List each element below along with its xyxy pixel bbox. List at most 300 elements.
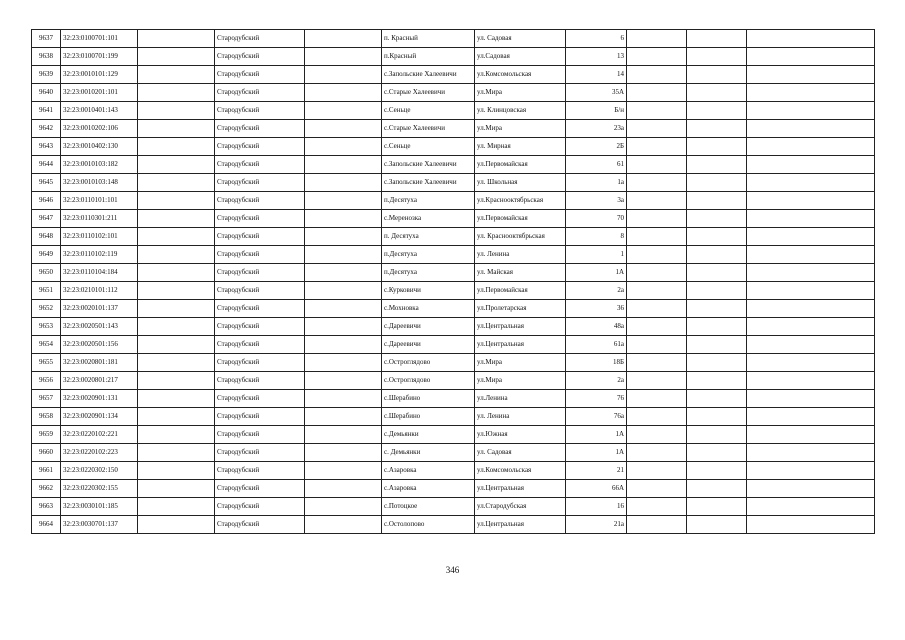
empty-cell [627, 102, 687, 120]
empty-cell [138, 174, 215, 192]
empty-cell [687, 462, 747, 480]
row-index-cell: 9658 [32, 408, 61, 426]
empty-cell [138, 408, 215, 426]
empty-cell [138, 246, 215, 264]
empty-cell [687, 444, 747, 462]
house-number-cell: 76 [566, 390, 627, 408]
cadastral-number-cell: 32:23:0010101:129 [61, 66, 138, 84]
street-cell: ул.Мира [475, 372, 566, 390]
empty-cell [138, 120, 215, 138]
empty-cell [138, 480, 215, 498]
district-cell: Стародубский [215, 426, 305, 444]
settlement-cell: п. Десятуха [382, 228, 475, 246]
empty-cell [138, 84, 215, 102]
cadastral-number-cell: 32:23:0010402:130 [61, 138, 138, 156]
table-row [32, 390, 875, 408]
street-cell: ул.Мира [475, 84, 566, 102]
row-index-cell: 9653 [32, 318, 61, 336]
street-cell: ул.Центральная [475, 480, 566, 498]
empty-cell [747, 120, 875, 138]
settlement-cell: с.Азаровка [382, 462, 475, 480]
street-cell: ул. Красноoктябрьская [475, 228, 566, 246]
table-row [32, 102, 875, 120]
cadastral-number-cell: 32:23:0100701:101 [61, 30, 138, 48]
cadastral-number-cell: 32:23:0020801:217 [61, 372, 138, 390]
cadastral-number-cell: 32:23:0220102:223 [61, 444, 138, 462]
district-cell: Стародубский [215, 66, 305, 84]
empty-cell [305, 444, 382, 462]
empty-cell [687, 30, 747, 48]
empty-cell [305, 174, 382, 192]
empty-cell [747, 138, 875, 156]
table-row [32, 84, 875, 102]
house-number-cell: 6 [566, 30, 627, 48]
cadastral-number-cell: 32:23:0220302:150 [61, 462, 138, 480]
settlement-cell: с.Сеньце [382, 102, 475, 120]
empty-cell [687, 192, 747, 210]
street-cell: ул.Первомайская [475, 282, 566, 300]
district-cell: Стародубский [215, 120, 305, 138]
empty-cell [138, 228, 215, 246]
house-number-cell: 36 [566, 300, 627, 318]
house-number-cell: 18Б [566, 354, 627, 372]
empty-cell [627, 444, 687, 462]
house-number-cell: 13 [566, 48, 627, 66]
settlement-cell: п. Красный [382, 30, 475, 48]
district-cell: Стародубский [215, 336, 305, 354]
settlement-cell: с.Дареевичи [382, 318, 475, 336]
registry-table [31, 29, 875, 534]
empty-cell [687, 102, 747, 120]
empty-cell [747, 354, 875, 372]
row-index-cell: 9642 [32, 120, 61, 138]
empty-cell [627, 192, 687, 210]
empty-cell [627, 498, 687, 516]
empty-cell [305, 372, 382, 390]
house-number-cell: 1А [566, 264, 627, 282]
cadastral-number-cell: 32:23:0030101:185 [61, 498, 138, 516]
district-cell: Стародубский [215, 156, 305, 174]
empty-cell [747, 210, 875, 228]
empty-cell [305, 48, 382, 66]
district-cell: Стародубский [215, 138, 305, 156]
empty-cell [687, 228, 747, 246]
empty-cell [627, 210, 687, 228]
empty-cell [687, 174, 747, 192]
house-number-cell: 1 [566, 246, 627, 264]
table-row [32, 462, 875, 480]
cadastral-number-cell: 32:23:0110101:101 [61, 192, 138, 210]
house-number-cell: 2а [566, 282, 627, 300]
district-cell: Стародубский [215, 390, 305, 408]
house-number-cell: 1А [566, 426, 627, 444]
empty-cell [687, 426, 747, 444]
street-cell: ул.Садовая [475, 48, 566, 66]
settlement-cell: п.Десятуха [382, 246, 475, 264]
empty-cell [687, 48, 747, 66]
empty-cell [747, 102, 875, 120]
row-index-cell: 9639 [32, 66, 61, 84]
empty-cell [627, 336, 687, 354]
cadastral-number-cell: 32:23:0010201:101 [61, 84, 138, 102]
empty-cell [305, 66, 382, 84]
settlement-cell: с.Запольские Халеевичи [382, 174, 475, 192]
empty-cell [687, 516, 747, 534]
table-row [32, 516, 875, 534]
street-cell: ул.Пролетарская [475, 300, 566, 318]
empty-cell [687, 408, 747, 426]
table-row [32, 120, 875, 138]
empty-cell [305, 318, 382, 336]
empty-cell [305, 120, 382, 138]
row-index-cell: 9663 [32, 498, 61, 516]
empty-cell [747, 228, 875, 246]
row-index-cell: 9647 [32, 210, 61, 228]
cadastral-number-cell: 32:23:0010103:182 [61, 156, 138, 174]
house-number-cell: 1а [566, 174, 627, 192]
empty-cell [305, 192, 382, 210]
row-index-cell: 9643 [32, 138, 61, 156]
street-cell: ул.Южная [475, 426, 566, 444]
empty-cell [747, 300, 875, 318]
district-cell: Стародубский [215, 462, 305, 480]
street-cell: ул.Центральная [475, 516, 566, 534]
district-cell: Стародубский [215, 228, 305, 246]
empty-cell [627, 462, 687, 480]
cadastral-number-cell: 32:23:0010103:148 [61, 174, 138, 192]
settlement-cell: с.Мохновка [382, 300, 475, 318]
cadastral-number-cell: 32:23:0110102:101 [61, 228, 138, 246]
empty-cell [138, 336, 215, 354]
empty-cell [627, 138, 687, 156]
empty-cell [747, 48, 875, 66]
empty-cell [687, 390, 747, 408]
empty-cell [138, 156, 215, 174]
row-index-cell: 9646 [32, 192, 61, 210]
cadastral-number-cell: 32:23:0010202:106 [61, 120, 138, 138]
empty-cell [138, 354, 215, 372]
empty-cell [627, 300, 687, 318]
table-row [32, 156, 875, 174]
empty-cell [305, 336, 382, 354]
table-row [32, 228, 875, 246]
empty-cell [687, 354, 747, 372]
street-cell: ул. Садовая [475, 444, 566, 462]
empty-cell [305, 390, 382, 408]
empty-cell [305, 84, 382, 102]
empty-cell [627, 480, 687, 498]
street-cell: ул.Первомайская [475, 156, 566, 174]
house-number-cell: 66А [566, 480, 627, 498]
empty-cell [138, 282, 215, 300]
empty-cell [747, 84, 875, 102]
house-number-cell: 48а [566, 318, 627, 336]
row-index-cell: 9660 [32, 444, 61, 462]
settlement-cell: с.Курковичи [382, 282, 475, 300]
table-row [32, 336, 875, 354]
settlement-cell: с.Дареевичи [382, 336, 475, 354]
district-cell: Стародубский [215, 192, 305, 210]
settlement-cell: п.Десятуха [382, 264, 475, 282]
street-cell: ул.Красноoктябрьская [475, 192, 566, 210]
empty-cell [687, 264, 747, 282]
street-cell: ул. Мирная [475, 138, 566, 156]
cadastral-number-cell: 32:23:0110301:211 [61, 210, 138, 228]
empty-cell [305, 210, 382, 228]
empty-cell [138, 264, 215, 282]
empty-cell [305, 264, 382, 282]
empty-cell [305, 102, 382, 120]
settlement-cell: с.Старые Халеевичи [382, 120, 475, 138]
table-row [32, 246, 875, 264]
empty-cell [138, 48, 215, 66]
house-number-cell: 61а [566, 336, 627, 354]
table-row [32, 264, 875, 282]
row-index-cell: 9650 [32, 264, 61, 282]
empty-cell [747, 156, 875, 174]
empty-cell [687, 300, 747, 318]
cadastral-number-cell: 32:23:0020801:181 [61, 354, 138, 372]
empty-cell [305, 246, 382, 264]
row-index-cell: 9649 [32, 246, 61, 264]
table-row [32, 48, 875, 66]
empty-cell [747, 246, 875, 264]
empty-cell [687, 84, 747, 102]
cadastral-number-cell: 32:23:0020501:156 [61, 336, 138, 354]
table-body [32, 30, 875, 534]
street-cell: ул. Майская [475, 264, 566, 282]
cadastral-number-cell: 32:23:0010401:143 [61, 102, 138, 120]
house-number-cell: 23а [566, 120, 627, 138]
empty-cell [305, 426, 382, 444]
house-number-cell: 21а [566, 516, 627, 534]
row-index-cell: 9638 [32, 48, 61, 66]
district-cell: Стародубский [215, 102, 305, 120]
street-cell: ул.Центральная [475, 336, 566, 354]
empty-cell [627, 318, 687, 336]
cadastral-number-cell: 32:23:0220302:155 [61, 480, 138, 498]
empty-cell [747, 264, 875, 282]
street-cell: ул.Комсомольская [475, 66, 566, 84]
table-row [32, 300, 875, 318]
page-number: 346 [445, 565, 460, 575]
cadastral-number-cell: 32:23:0020501:143 [61, 318, 138, 336]
empty-cell [305, 462, 382, 480]
settlement-cell: п.Красный [382, 48, 475, 66]
row-index-cell: 9645 [32, 174, 61, 192]
street-cell: ул. Ленина [475, 408, 566, 426]
empty-cell [305, 228, 382, 246]
row-index-cell: 9648 [32, 228, 61, 246]
house-number-cell: 70 [566, 210, 627, 228]
empty-cell [747, 30, 875, 48]
empty-cell [305, 408, 382, 426]
table-row [32, 192, 875, 210]
row-index-cell: 9652 [32, 300, 61, 318]
empty-cell [747, 426, 875, 444]
row-index-cell: 9657 [32, 390, 61, 408]
settlement-cell: с.Шерабино [382, 390, 475, 408]
empty-cell [747, 462, 875, 480]
empty-cell [687, 318, 747, 336]
cadastral-number-cell: 32:23:0020101:137 [61, 300, 138, 318]
table-row [32, 408, 875, 426]
cadastral-number-cell: 32:23:0110104:184 [61, 264, 138, 282]
row-index-cell: 9655 [32, 354, 61, 372]
settlement-cell: п.Десятуха [382, 192, 475, 210]
district-cell: Стародубский [215, 444, 305, 462]
empty-cell [305, 30, 382, 48]
empty-cell [138, 210, 215, 228]
district-cell: Стародубский [215, 300, 305, 318]
empty-cell [627, 228, 687, 246]
empty-cell [138, 102, 215, 120]
district-cell: Стародубский [215, 48, 305, 66]
cadastral-number-cell: 32:23:0030701:137 [61, 516, 138, 534]
empty-cell [687, 336, 747, 354]
row-index-cell: 9644 [32, 156, 61, 174]
empty-cell [687, 138, 747, 156]
empty-cell [305, 138, 382, 156]
empty-cell [138, 66, 215, 84]
table-row [32, 444, 875, 462]
row-index-cell: 9661 [32, 462, 61, 480]
empty-cell [138, 498, 215, 516]
cadastral-number-cell: 32:23:0110102:119 [61, 246, 138, 264]
empty-cell [747, 444, 875, 462]
row-index-cell: 9662 [32, 480, 61, 498]
table-row [32, 282, 875, 300]
table-row [32, 66, 875, 84]
row-index-cell: 9654 [32, 336, 61, 354]
district-cell: Стародубский [215, 516, 305, 534]
empty-cell [138, 372, 215, 390]
district-cell: Стародубский [215, 210, 305, 228]
district-cell: Стародубский [215, 264, 305, 282]
empty-cell [687, 498, 747, 516]
empty-cell [747, 408, 875, 426]
street-cell: ул.Комсомольская [475, 462, 566, 480]
empty-cell [627, 48, 687, 66]
house-number-cell: 35А [566, 84, 627, 102]
empty-cell [627, 246, 687, 264]
settlement-cell: с.Демьянки [382, 426, 475, 444]
empty-cell [138, 390, 215, 408]
house-number-cell: 61 [566, 156, 627, 174]
empty-cell [138, 192, 215, 210]
house-number-cell: 3а [566, 192, 627, 210]
house-number-cell: 1А [566, 444, 627, 462]
empty-cell [627, 264, 687, 282]
empty-cell [687, 480, 747, 498]
empty-cell [747, 390, 875, 408]
empty-cell [747, 174, 875, 192]
table-row [32, 30, 875, 48]
district-cell: Стародубский [215, 282, 305, 300]
street-cell: ул. Клинцовская [475, 102, 566, 120]
district-cell: Стародубский [215, 30, 305, 48]
empty-cell [747, 282, 875, 300]
cadastral-number-cell: 32:23:0020901:131 [61, 390, 138, 408]
empty-cell [138, 318, 215, 336]
street-cell: ул.Мира [475, 354, 566, 372]
table-row [32, 138, 875, 156]
empty-cell [687, 66, 747, 84]
street-cell: ул. Садовая [475, 30, 566, 48]
house-number-cell: 14 [566, 66, 627, 84]
empty-cell [138, 426, 215, 444]
cadastral-number-cell: 32:23:0210101:112 [61, 282, 138, 300]
table-row [32, 354, 875, 372]
house-number-cell: 76а [566, 408, 627, 426]
empty-cell [747, 516, 875, 534]
settlement-cell: с.Остроглядово [382, 372, 475, 390]
empty-cell [687, 282, 747, 300]
street-cell: ул.Стародубская [475, 498, 566, 516]
empty-cell [627, 354, 687, 372]
empty-cell [687, 372, 747, 390]
street-cell: ул.Первомайская [475, 210, 566, 228]
empty-cell [138, 444, 215, 462]
empty-cell [305, 300, 382, 318]
row-index-cell: 9651 [32, 282, 61, 300]
empty-cell [627, 156, 687, 174]
district-cell: Стародубский [215, 84, 305, 102]
table-row [32, 372, 875, 390]
street-cell: ул. Ленина [475, 246, 566, 264]
house-number-cell: 2Б [566, 138, 627, 156]
empty-cell [627, 30, 687, 48]
empty-cell [305, 516, 382, 534]
empty-cell [138, 516, 215, 534]
table-row [32, 318, 875, 336]
empty-cell [305, 282, 382, 300]
street-cell: ул.Центральная [475, 318, 566, 336]
house-number-cell: 21 [566, 462, 627, 480]
settlement-cell: с.Остроглядово [382, 354, 475, 372]
empty-cell [747, 336, 875, 354]
empty-cell [138, 300, 215, 318]
table-row [32, 498, 875, 516]
empty-cell [627, 426, 687, 444]
empty-cell [305, 498, 382, 516]
empty-cell [627, 84, 687, 102]
house-number-cell: 16 [566, 498, 627, 516]
row-index-cell: 9637 [32, 30, 61, 48]
table-row [32, 210, 875, 228]
table-row [32, 174, 875, 192]
district-cell: Стародубский [215, 246, 305, 264]
district-cell: Стародубский [215, 318, 305, 336]
empty-cell [305, 156, 382, 174]
empty-cell [627, 516, 687, 534]
cadastral-number-cell: 32:23:0220102:221 [61, 426, 138, 444]
empty-cell [627, 390, 687, 408]
district-cell: Стародубский [215, 408, 305, 426]
cadastral-number-cell: 32:23:0100701:199 [61, 48, 138, 66]
row-index-cell: 9640 [32, 84, 61, 102]
empty-cell [627, 120, 687, 138]
street-cell: ул. Школьная [475, 174, 566, 192]
row-index-cell: 9656 [32, 372, 61, 390]
cadastral-number-cell: 32:23:0020901:134 [61, 408, 138, 426]
empty-cell [687, 156, 747, 174]
empty-cell [627, 372, 687, 390]
empty-cell [138, 30, 215, 48]
empty-cell [138, 138, 215, 156]
district-cell: Стародубский [215, 498, 305, 516]
settlement-cell: с.Запольские Халеевичи [382, 66, 475, 84]
